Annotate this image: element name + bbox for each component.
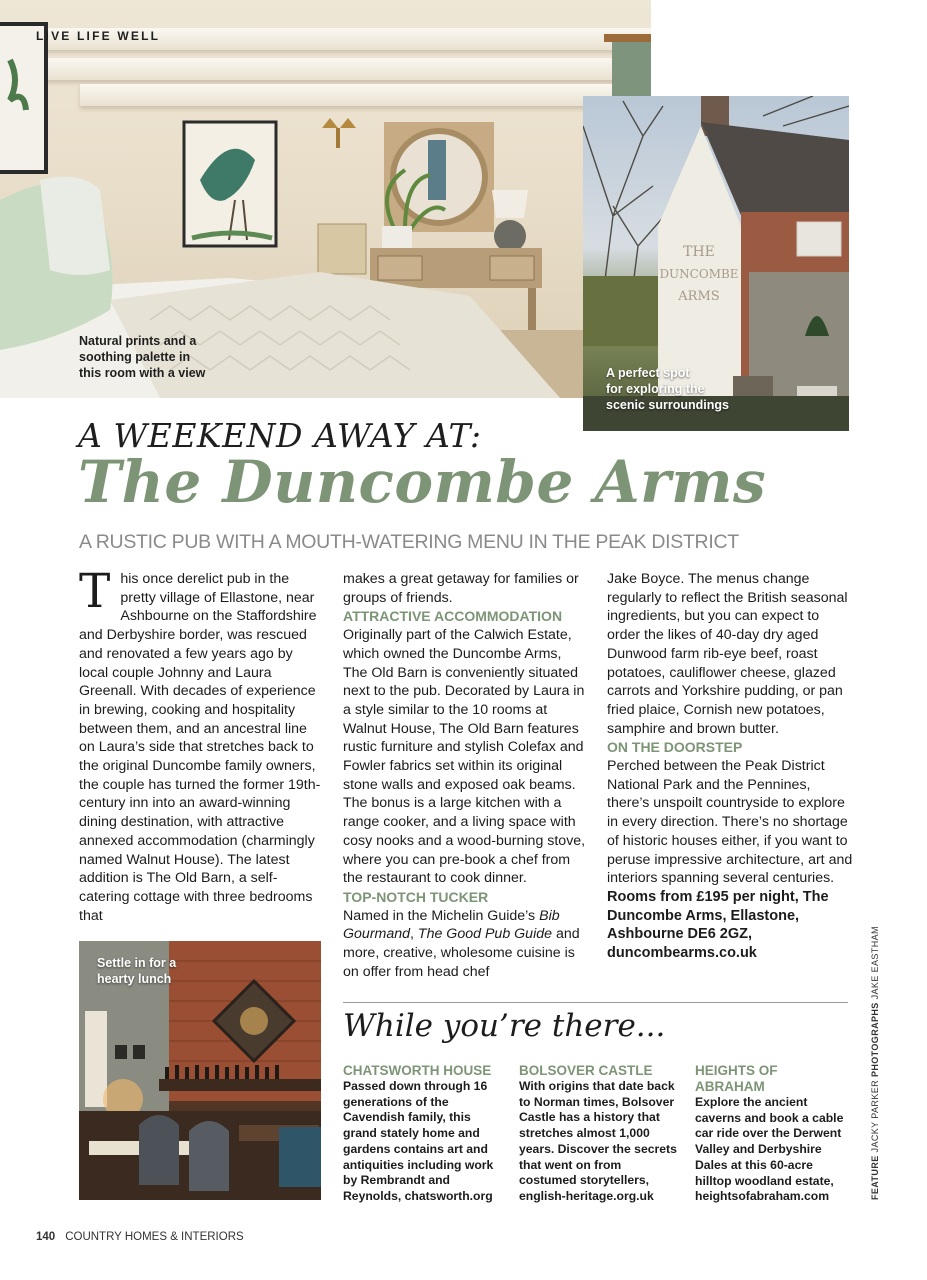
tucker-lead: Named in the Michelin Guide’s — [343, 907, 540, 924]
bedroom-caption — [79, 333, 205, 381]
page-number: 140 — [36, 1231, 56, 1243]
dining-caption — [97, 955, 176, 987]
continued-text: makes a great getaway for families or groups of friends. — [343, 571, 579, 606]
guide-name: Bib Gourmand — [343, 907, 560, 943]
guide-name: The Good Pub Guide — [417, 926, 553, 943]
body-column-1 — [79, 564, 324, 925]
caption-line: Settle in for a — [97, 956, 177, 970]
booking-info: Rooms from £195 per night, The Duncombe Arms, Ellastone, Ashbourne DE6 2GZ, duncombearms.co.uk — [607, 888, 829, 962]
intro-paragraph — [79, 564, 324, 925]
intro-text: his once derelict pub in the pretty village of Ellastone, near Ashbourne on the Staffordshire and Derbyshire border, was rescued and renovated a few years ago by local couple Johnny and Laura Greenall. With decades of experience in brewing, cooking and hospitality between them, and an ancestral line on Laura’s side that stretches back to the original Duncombe family owners, the couple has turned the former 19th-century inn into an award-winning dining destination, with attractive annexed accommodation (charmingly named Walnut House). The latest addition is The Old Barn, a self-catering cottage with three bedrooms that — [79, 571, 321, 924]
credit-label: FEATURE — [870, 1155, 880, 1200]
caption-line: soothing palette in — [79, 350, 191, 364]
pub-sign-line: THE — [683, 244, 715, 260]
pub-caption — [606, 365, 729, 413]
subtitle: A RUSTIC PUB WITH A MOUTH-WATERING MENU IN THE PEAK DISTRICT — [79, 531, 739, 553]
caption-line: for exploring the — [606, 382, 705, 396]
credit-name: JACKY PARKER — [870, 1079, 880, 1153]
attraction-text: Passed down through 16 generations of the Cavendish family, this grand stately home and gardens contains art and antiquities including work by Rembrandt and Reynolds, chatsworth.org — [343, 1079, 494, 1203]
pre-title: A WEEKEND AWAY AT: — [78, 416, 482, 455]
photo-credit — [870, 926, 880, 1200]
drop-cap: T — [79, 564, 111, 619]
separator: , — [410, 926, 418, 943]
divider — [343, 1002, 848, 1003]
pub-sign-line: DUNCOMBE — [659, 267, 739, 281]
attraction-chatsworth — [343, 1063, 503, 1205]
caption-line: hearty lunch — [97, 972, 172, 986]
tucker-text — [343, 907, 589, 982]
page-footer — [36, 1231, 244, 1243]
subhead-tucker: TOP-NOTCH TUCKER — [343, 888, 489, 905]
caption-line: Natural prints and a — [79, 334, 197, 348]
attraction-title: BOLSOVER CASTLE — [519, 1063, 653, 1078]
continued-text: Jake Boyce. The menus change regularly to reflect the British seasonal ingredients, but you can expect to order the likes of 40-day dry aged Dunwood farm rib-eye beef, roast potatoes, cauliflower cheese, glazed carrots and Yorkshire pudding, or pan fried plaice, Cornish new potatoes, samphire and brown butter. — [607, 571, 848, 737]
attraction-bolsover — [519, 1063, 679, 1205]
bedroom-photo — [0, 0, 651, 398]
attraction-text: Explore the ancient caverns and book a cable car ride over the Derwent Valley and Derbyshire Dales at this 60-acre hilltop woodland estate, heightsofabraham.com — [695, 1095, 844, 1204]
magazine-name: COUNTRY HOMES & INTERIORS — [65, 1231, 244, 1243]
attraction-heights-of-abraham — [695, 1063, 845, 1205]
caption-line: scenic surroundings — [606, 398, 729, 412]
attraction-text: With origins that date back to Norman times, Bolsover Castle has a history that stretches almost 1,000 years. Discover the secrets that went on from costumed storytellers, english-heritage.org.uk — [519, 1079, 677, 1203]
tucker-rest: and more, creative, wholesome cuisine is on offer from head chef — [343, 926, 580, 980]
while-there-heading: While you’re there... — [343, 1008, 666, 1044]
body-column-3 — [607, 570, 855, 963]
attraction-title: HEIGHTS OF ABRAHAM — [695, 1063, 778, 1094]
attraction-title: CHATSWORTH HOUSE — [343, 1063, 492, 1078]
dining-room-photo — [79, 941, 321, 1200]
body-column-2 — [343, 570, 589, 981]
accommodation-text: Originally part of the Calwich Estate, which owned the Duncombe Arms, The Old Barn is conveniently situated next to the pub. Decorated by Laura in a style similar to the 10 rooms at Walnut House, The Old Barn features rustic furniture and stylish Colefax and Fowler fabrics set within its original stone walls and exposed oak beams. The bonus is a large kitchen with a range cooker, and a living space with cosy nooks and a wood-burning stove, where you can pre-book a chef from the restaurant to cook dinner. — [343, 627, 586, 887]
doorstep-text: Perched between the Peak District National Park and the Pennines, there’s unspoilt countryside to explore in every direction. There’s no shortage of historic houses either, if you want to peruse impressive architecture, art and interiors spanning several centuries. — [607, 758, 853, 887]
pub-exterior-photo — [583, 96, 849, 431]
section-label: LIVE LIFE WELL — [36, 29, 161, 43]
caption-line: this room with a view — [79, 366, 206, 380]
subhead-accommodation: ATTRACTIVE ACCOMMODATION — [343, 608, 563, 625]
subhead-doorstep: ON THE DOORSTEP — [607, 739, 743, 756]
page-title: The Duncombe Arms — [78, 448, 767, 516]
caption-line: A perfect spot — [606, 366, 690, 380]
credit-label: PHOTOGRAPHS — [870, 1002, 880, 1078]
credit-name: JAKE EASTHAM — [870, 926, 880, 1000]
pub-sign-line: ARMS — [678, 289, 720, 304]
